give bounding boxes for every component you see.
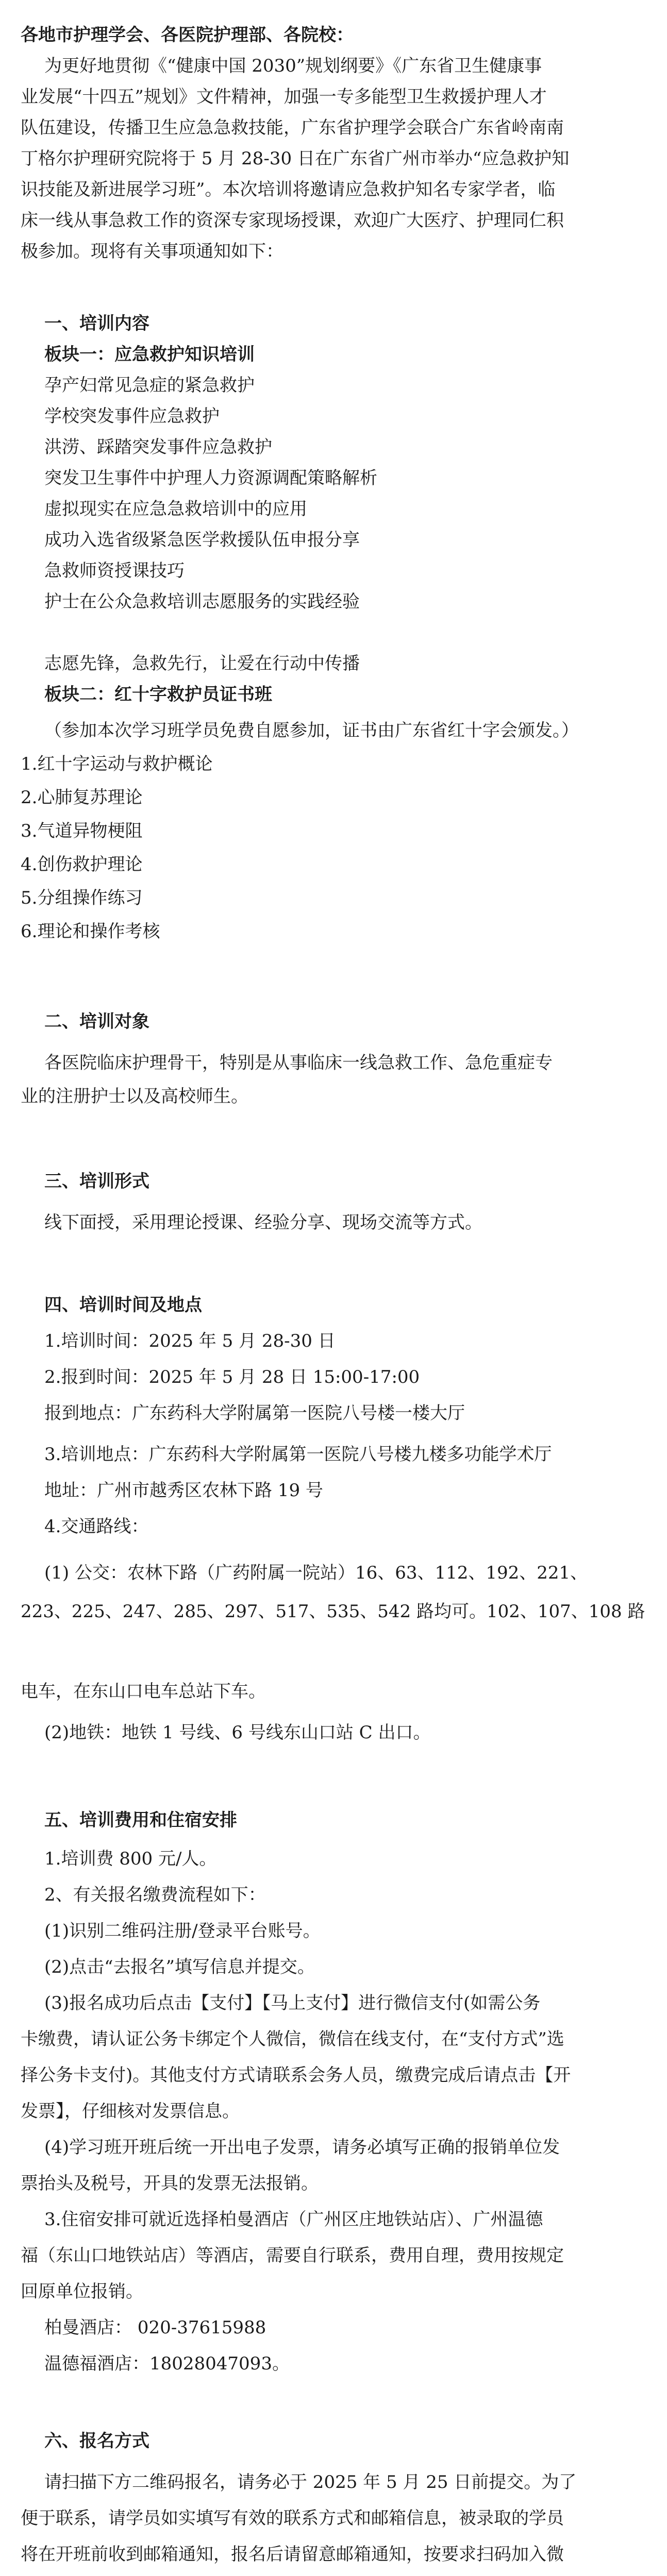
format-line: 线下面授，采用理论授课、经验分享、现场交流等方式。 [44,1212,482,1233]
fees-line: 票抬头及税号，开具的发票无法报销。 [21,2173,319,2194]
block1-item: 成功入选省级紧急医学救援队伍申报分享 [44,530,360,550]
time-place-line: 4.交通路线： [44,1516,149,1537]
intro-line: 床一线从事急救工作的资深专家现场授课，欢迎广大医疗、护理同仁积 [21,210,564,231]
fees-line: (1)识别二维码注册/登录平台账号。 [44,1921,321,1941]
greeting: 各地市护理学会、各医院护理部、各院校： [21,25,354,45]
intro-line: 队伍建设，传播卫生应急急救技能，广东省护理学会联合广东省岭南南 [21,117,564,138]
block2-note: （参加本次学习班学员免费自愿参加，证书由广东省红十字会颁发。） [44,720,579,741]
section-title-content: 一、培训内容 [44,313,149,334]
fees-line: 择公务卡支付)。其他支付方式请联系会务人员，缴费完成后请点击【开 [21,2065,571,2086]
section-title-fees: 五、培训费用和住宿安排 [44,1810,237,1831]
intro-line: 业发展“十四五”规划》文件精神，加强一专多能型卫生救援护理人才 [21,87,547,107]
time-place-line: 3.培训地点：广东药科大学附属第一医院八号楼九楼多功能学术厅 [44,1444,552,1465]
fees-line: 柏曼酒店： 020-37615988 [44,2317,266,2338]
time-place-line: 223、225、247、285、297、517、535、542 路均可。102、107、108 路 [21,1601,645,1622]
block1-item: 急救师资授课技巧 [44,561,185,581]
registration-line: 请扫描下方二维码报名，请务必于 2025 年 5 月 25 日前提交。为了 [44,2472,577,2493]
time-place-line: 1.培训时间：2025 年 5 月 28-30 日 [44,1331,336,1351]
section-title-audience: 二、培训对象 [44,1011,149,1032]
block1-item: 洪涝、踩踏突发事件应急救护 [44,437,272,457]
section-title-format: 三、培训形式 [44,1171,149,1192]
block2-item: 5.分组操作练习 [21,888,143,908]
fees-line: 1.培训费 800 元/人。 [44,1849,217,1869]
fees-line: 回原单位报销。 [21,2281,143,2302]
fees-line: 福（东山口地铁站店）等酒店，需要自行联系，费用自理，费用按规定 [21,2245,564,2266]
block1-item: 护士在公众急救培训志愿服务的实践经验 [44,591,360,612]
time-place-line: 报到地点：广东药科大学附属第一医院八号楼一楼大厅 [44,1403,465,1423]
block2-item: 6.理论和操作考核 [21,921,160,942]
block1-item: 孕产妇常见急症的紧急救护 [44,375,255,396]
block2-item: 2.心肺复苏理论 [21,787,143,808]
block2-item: 3.气道异物梗阻 [21,821,143,841]
section-title-time-place: 四、培训时间及地点 [44,1295,202,1315]
block1-item: 虚拟现实在应急急救培训中的应用 [44,499,307,519]
fees-line: 3.住宿安排可就近选择柏曼酒店（广州区庄地铁站店）、广州温德 [44,2209,543,2230]
section-title-registration: 六、报名方式 [44,2431,149,2451]
time-place-line: (1) 公交：农林下路（广药附属一院站）16、63、112、192、221、 [44,1563,588,1583]
registration-line: 将在开班前收到邮箱通知，报名后请留意邮箱通知，按要求扫码加入微 [21,2544,564,2565]
block2-item: 4.创伤救护理论 [21,854,143,875]
fees-line: (2)点击“去报名”填写信息并提交。 [44,1957,315,1977]
fees-line: 2、有关报名缴费流程如下： [44,1885,266,1905]
fees-line: (3)报名成功后点击【支付】【马上支付】进行微信支付(如需公务 [44,1993,541,2013]
fees-line: 温德福酒店：18028047093。 [44,2353,290,2374]
intro-line: 丁格尔护理研究院将于 5 月 28-30 日在广东省广州市举办“应急救护知 [21,148,570,169]
fees-line: 发票】，仔细核对发票信息。 [21,2101,240,2122]
time-place-line: 电车，在东山口电车总站下车。 [21,1681,266,1702]
time-place-line: 地址：广州市越秀区农林下路 19 号 [44,1480,323,1501]
intro-line: 识技能及新进展学习班”。本次培训将邀请应急救护知名专家学者，临 [21,179,556,200]
motto: 志愿先锋，急救先行，让爱在行动中传播 [44,653,360,674]
block1-item: 突发卫生事件中护理人力资源调配策略解析 [44,468,377,488]
fees-line: 卡缴费，请认证公务卡绑定个人微信，微信在线支付，在“支付方式”选 [21,2029,564,2049]
registration-line: 便于联系，请学员如实填写有效的联系方式和邮箱信息，被录取的学员 [21,2508,564,2529]
fees-line: (4)学习班开班后统一开出电子发票，请务必填写正确的报销单位发 [44,2137,560,2158]
intro-line: 极参加。现将有关事项通知如下： [21,241,284,262]
time-place-line: 2.报到时间：2025 年 5 月 28 日 15:00-17:00 [44,1367,420,1387]
block2-item: 1.红十字运动与救护概论 [21,754,213,774]
audience-line: 业的注册护士以及高校师生。 [21,1086,248,1107]
block1-title: 板块一：应急救护知识培训 [44,344,255,365]
time-place-line: (2)地铁：地铁 1 号线、6 号线东山口站 C 出口。 [44,1722,431,1743]
block2-title: 板块二：红十字救护员证书班 [44,684,272,705]
audience-line: 各医院临床护理骨干，特别是从事临床一线急救工作、急危重症专 [44,1053,553,1073]
intro-line: 为更好地贯彻《“健康中国 2030”规划纲要》《广东省卫生健康事 [44,56,542,76]
block1-item: 学校突发事件应急救护 [44,406,220,427]
